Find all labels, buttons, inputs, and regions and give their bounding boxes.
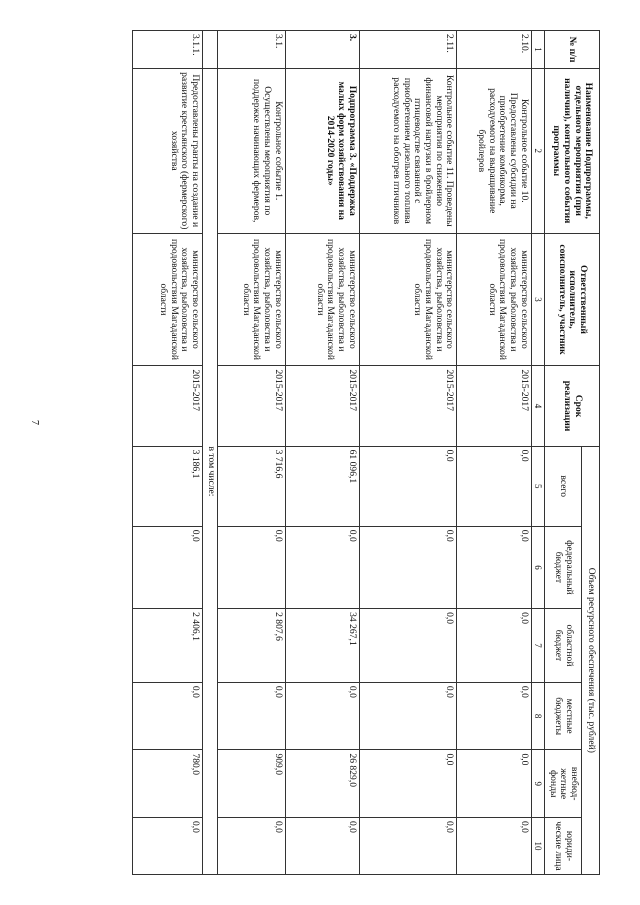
row-no: 2.10. <box>457 31 531 69</box>
row-federal: 0,0 <box>285 526 359 608</box>
row-local: 0,0 <box>285 682 359 750</box>
row-local: 0,0 <box>457 682 531 750</box>
header-regional: областной бюджет <box>544 609 581 683</box>
table-row <box>285 31 359 875</box>
row-legal: 0,0 <box>359 817 457 874</box>
header-term: Срок реализации <box>544 366 599 446</box>
header-funding: Объем ресурсного обеспечения (тыс. рублей) <box>582 446 600 874</box>
row-local: 0,0 <box>359 682 457 750</box>
row-total: 3 716,6 <box>217 446 285 526</box>
row-no: 3.1. <box>217 31 285 69</box>
funding-table-sheet <box>132 30 600 875</box>
table-row <box>217 31 285 875</box>
header-responsible: Ответственный исполнитель, соисполнитель, участник <box>544 233 599 366</box>
index-cell: 7 <box>531 609 544 683</box>
table-row <box>457 31 531 875</box>
row-no: 3. <box>285 31 359 69</box>
index-cell: 3 <box>531 233 544 366</box>
table-row <box>359 31 457 875</box>
row-legal: 0,0 <box>217 817 285 874</box>
row-responsible: министерство сельского хозяйства, рыболовства и продовольствия Магаданской области <box>133 233 203 366</box>
row-name: Контрольное событие 10. Предоставлены субсидии на приобретение комбикорма, расходуемого на выращивание бройлеров <box>457 68 531 233</box>
row-responsible: министерство сельского хозяйства, рыболовства и продовольствия Магаданской области <box>359 233 457 366</box>
header-name: Наименование Подпрограммы, отдельного мероприятия (при наличии), контрольного события программы <box>544 68 599 233</box>
row-responsible: министерство сельского хозяйства, рыболовства и продовольствия Магаданской области <box>217 233 285 366</box>
row-regional: 34 267,1 <box>285 609 359 683</box>
funding-table <box>132 30 600 875</box>
header-no: № п/п <box>544 31 599 69</box>
row-term: 2015-2017 <box>359 366 457 446</box>
row-legal: 0,0 <box>457 817 531 874</box>
row-term: 2015-2017 <box>217 366 285 446</box>
including-row <box>203 31 218 875</box>
row-offbudget: 780,0 <box>133 750 203 818</box>
header-local: местные бюджеты <box>544 682 581 750</box>
index-cell: 9 <box>531 750 544 818</box>
row-local: 0,0 <box>133 682 203 750</box>
row-term: 2015-2017 <box>285 366 359 446</box>
row-offbudget: 0,0 <box>457 750 531 818</box>
row-term: 2015-2017 <box>457 366 531 446</box>
index-cell: 5 <box>531 446 544 526</box>
header-offbudget: внебюд-жетные фонды <box>544 750 581 818</box>
row-federal: 0,0 <box>133 526 203 608</box>
row-total: 3 186,1 <box>133 446 203 526</box>
page-number-text: 7 <box>29 420 40 425</box>
row-total: 0,0 <box>359 446 457 526</box>
row-federal: 0,0 <box>217 526 285 608</box>
row-regional: 0,0 <box>359 609 457 683</box>
row-legal: 0,0 <box>133 817 203 874</box>
header-federal: федеральный бюджет <box>544 526 581 608</box>
row-name: Контрольное событие 11. Проведены мероприятия по снижению финансовой нагрузки в бройлерном птицеводстве связанной с приобретением дизельного топлива расходуемого на обогрев птичников <box>359 68 457 233</box>
row-responsible: министерство сельского хозяйства, рыболовства и продовольствия Магаданской области <box>457 233 531 366</box>
table-header <box>531 31 599 875</box>
row-name: Контрольное событие 1. Осуществлены мероприятия по поддержке начинающих фермеров, <box>217 68 285 233</box>
row-federal: 0,0 <box>457 526 531 608</box>
index-cell: 10 <box>531 817 544 874</box>
row-name: Подпрограмма 3. «Поддержка малых форм хозяйствования на 2014-2020 годы» <box>285 68 359 233</box>
row-no: 2.11. <box>359 31 457 69</box>
including-no-cell <box>203 31 218 69</box>
row-responsible: министерство сельского хозяйства, рыболовства и продовольствия Магаданской области <box>285 233 359 366</box>
row-total: 0,0 <box>457 446 531 526</box>
row-offbudget: 0,0 <box>359 750 457 818</box>
row-offbudget: 909,0 <box>217 750 285 818</box>
row-local: 0,0 <box>217 682 285 750</box>
index-cell: 1 <box>531 31 544 69</box>
row-no: 3.1.1. <box>133 31 203 69</box>
row-regional: 2 807,6 <box>217 609 285 683</box>
table-row <box>133 31 203 875</box>
row-term: 2015-2017 <box>133 366 203 446</box>
header-total: всего <box>544 446 581 526</box>
row-federal: 0,0 <box>359 526 457 608</box>
row-name: Предоставлены гранты на создание и развитие крестьянского (фермерского) хозяйства <box>133 68 203 233</box>
index-cell: 4 <box>531 366 544 446</box>
header-legal: юриди-ческие лица <box>544 817 581 874</box>
row-offbudget: 26 829,0 <box>285 750 359 818</box>
row-regional: 0,0 <box>457 609 531 683</box>
row-regional: 2 406,1 <box>133 609 203 683</box>
including-label: в том числе: <box>203 68 218 874</box>
row-total: 61 096,1 <box>285 446 359 526</box>
index-cell: 2 <box>531 68 544 233</box>
index-cell: 8 <box>531 682 544 750</box>
row-legal: 0,0 <box>285 817 359 874</box>
index-cell: 6 <box>531 526 544 608</box>
